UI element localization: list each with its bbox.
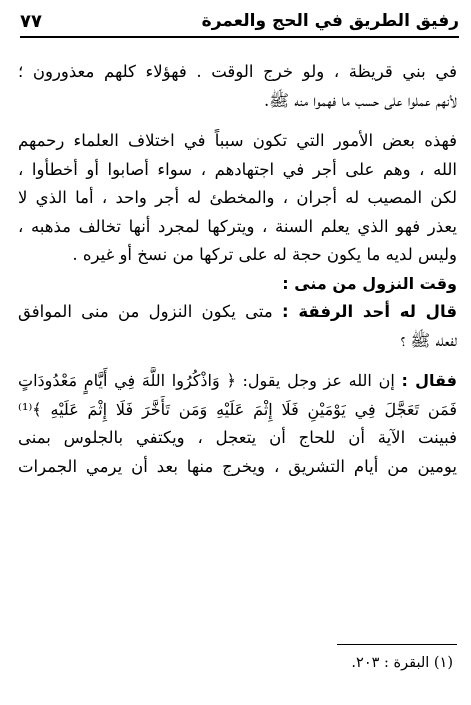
paragraph-1-line-2: لأنهم عملوا على حسب ما فهموا منه ﷺ. — [263, 90, 457, 110]
paragraph-2-line-3: لكن المصيب له أجران ، والمخطئ له أجر واحد ، أما الذي لا — [18, 188, 457, 207]
question-line-1 — [18, 298, 457, 327]
answer-line-1 — [18, 367, 457, 396]
page-number: ٧٧ — [20, 10, 42, 32]
answer-text-1: إن الله عز وجل يقول: ﴿ وَاذْكُرُوا اللَّهَ فِي أَيَّامٍ مَعْدُودَاتٍ — [18, 371, 395, 390]
question-speaker: قال له أحد الرفقة : — [281, 302, 457, 321]
body-text — [18, 58, 457, 481]
paragraph-2-line-2: الله ، وهم على أجر في اجتهادهم ، سواء أصابوا أو أخطأوا ، — [18, 159, 457, 179]
answer-line-2: فَمَن تَعَجَّلَ فِي يَوْمَيْنِ فَلَا إِثْمَ عَلَيْهِ وَمَن تَأَخَّرَ فَلَا إِثْمَ عَلَيْهِ ﴾⁽¹⁾ — [18, 399, 457, 419]
answer-speaker: فقال : — [401, 371, 457, 390]
answer-line-3: فبينت الآية أن للحاج أن يتعجل ، ويكتفي بالجلوس بمنى — [18, 428, 457, 447]
question-line-2: لفعله ﷺ ؟ — [400, 330, 457, 350]
paragraph-1-line-1: في بني قريظة ، ولو خرج الوقت . فهؤلاء كلهم معذورون ؛ — [18, 62, 457, 81]
footnote-divider — [337, 644, 457, 645]
paragraph-2-line-5: وليس لديه ما يكون حجة له على تركها من نسخ أو غيره . — [72, 245, 457, 264]
section-heading: وقت النزول من منى : — [282, 273, 457, 293]
paragraph-2-line-4: يعذر فهو الذي يعلم السنة ، ويتركها لمجرد أنها تخالف مذهبه ، — [18, 216, 457, 236]
running-title: رفيق الطريق في الحج والعمرة — [201, 11, 459, 31]
question-text: متى يكون النزول من منى الموافق — [18, 302, 273, 321]
footnote: (١) البقرة : ٢٠٣. — [351, 655, 453, 671]
paragraph-2-line-1: فهذه بعض الأمور التي تكون سبباً في اختلاف العلماء رحمهم — [18, 131, 457, 150]
page-header — [20, 6, 459, 38]
answer-line-4: يومين من أيام التشريق ، ويخرج منها بعد أن يرمي الجمرات — [18, 456, 457, 476]
